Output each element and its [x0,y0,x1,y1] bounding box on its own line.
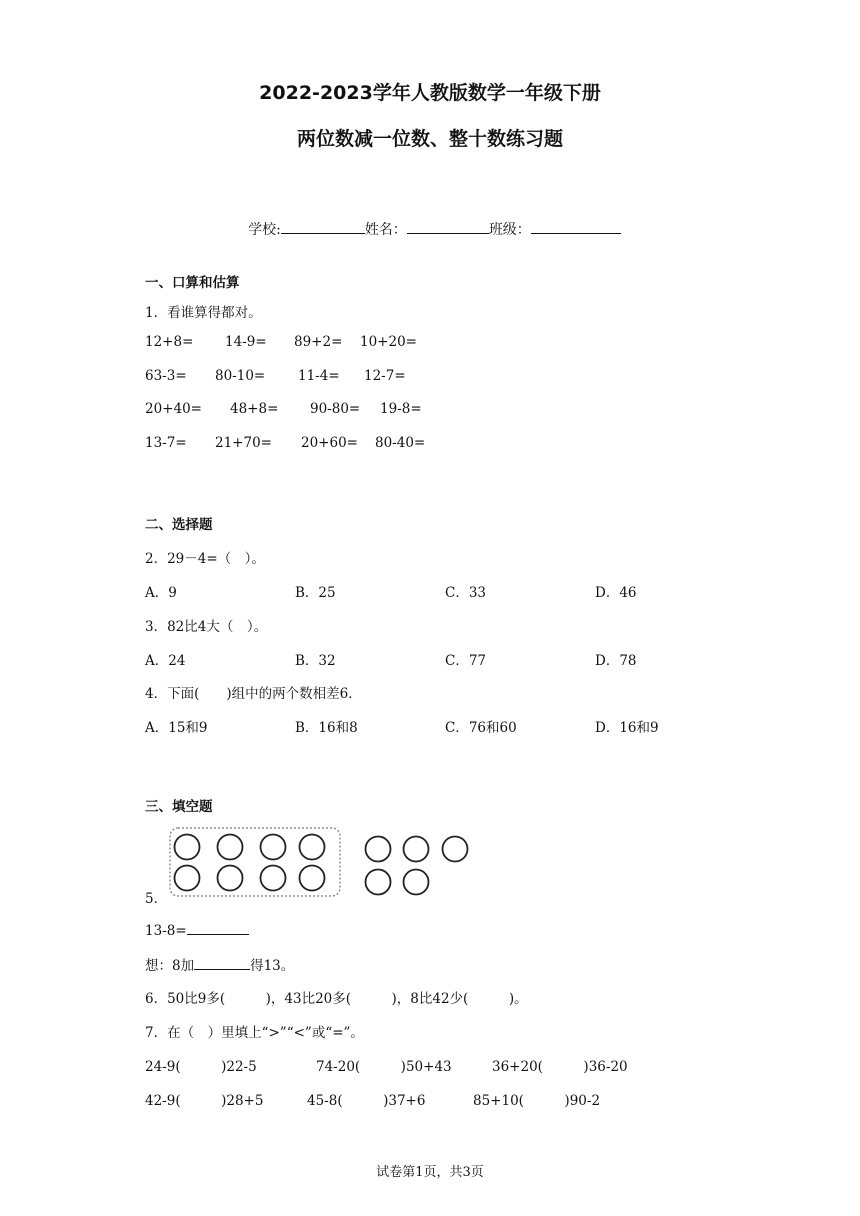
calc-item: 19-8= [380,401,422,417]
calc-item: 89+2= [294,334,343,350]
question-6-stem: 6．50比9多( )，43比20多( )，8比42少( )。 [145,991,528,1007]
circle [261,835,286,860]
circle [443,837,468,862]
compare-item: 24-9( )22-5 [145,1059,257,1075]
circle [175,866,200,891]
page-footer: 试卷第1页，共3页 [376,1165,484,1180]
name-blank[interactable] [407,219,489,234]
section-heading-multiple-choice: 二、选择题 [145,517,213,533]
option-c[interactable]: C．33 [445,585,487,601]
compare-item: 85+10( )90-2 [473,1093,601,1109]
compare-item: 36+20( )36-20 [492,1059,628,1075]
calc-item: 80-10= [215,368,266,384]
compare-item: 45-8( )37+6 [307,1093,426,1109]
question-1-stem: 1．看谁算得都对。 [145,305,262,321]
circle [366,870,391,895]
section-heading-fill-blank: 三、填空题 [145,799,213,815]
answer-blank[interactable] [187,920,249,935]
question-3-stem: 3．82比4大（ ）。 [145,619,268,635]
circle [261,866,286,891]
calc-item: 12-7= [364,368,406,384]
option-d[interactable]: D．78 [595,653,637,669]
exam-subtitle: 两位数减一位数、整十数练习题 [296,128,563,150]
calc-item: 63-3= [145,368,187,384]
calc-item: 80-40= [375,435,426,451]
calc-item: 14-9= [225,334,267,350]
question-5-equation [145,920,249,939]
calc-item: 11-4= [298,368,340,384]
question-5-hint [145,954,294,974]
calc-item: 21+70= [215,435,272,451]
circles-diagram [165,826,485,900]
option-a[interactable]: A．24 [145,653,186,669]
compare-item: 74-20( )50+43 [316,1059,452,1075]
calc-item: 20+40= [145,401,202,417]
calc-item: 13-7= [145,435,187,451]
school-label: 学校: [248,222,281,238]
calc-item: 48+8= [230,401,279,417]
option-d[interactable]: D．16和9 [595,720,659,736]
calc-item: 20+60= [301,435,358,451]
option-b[interactable]: B．32 [295,653,336,669]
circle [404,837,429,862]
option-a[interactable]: A．15和9 [145,720,208,736]
equation-text: 13-8= [145,923,187,939]
circle [175,835,200,860]
question-2-stem: 2．29－4=（ ）。 [145,551,265,567]
school-blank[interactable] [281,219,365,234]
section-heading-mental-math: 一、口算和估算 [145,275,240,291]
class-label: 班级： [488,222,531,238]
option-b[interactable]: B．25 [295,585,336,601]
question-7-stem: 7．在（ ）里填上“>”“<”或“=”。 [145,1025,364,1041]
circle [300,835,325,860]
circle [366,837,391,862]
option-b[interactable]: B．16和8 [295,720,358,736]
class-blank[interactable] [531,219,621,234]
student-info-line [0,203,860,239]
name-label: 姓名： [364,222,407,238]
question-4-stem: 4．下面( )组中的两个数相差6． [145,686,362,702]
option-c[interactable]: C．77 [445,653,487,669]
calc-item: 10+20= [360,334,417,350]
hint-text-end: 得13。 [250,958,295,974]
calc-item: 90-80= [310,401,361,417]
option-d[interactable]: D．46 [595,585,637,601]
question-5-number: 5． [145,891,168,907]
option-c[interactable]: C．76和60 [445,720,517,736]
circle [300,866,325,891]
calc-item: 12+8= [145,334,194,350]
hint-blank[interactable] [194,955,250,970]
option-a[interactable]: A．9 [145,585,177,601]
circle [404,870,429,895]
circle [218,866,243,891]
exam-title: 2022-2023学年人教版数学一年级下册 [259,82,601,104]
circle [218,835,243,860]
hint-text-start: 想：8加 [145,958,195,974]
compare-item: 42-9( )28+5 [145,1093,264,1109]
